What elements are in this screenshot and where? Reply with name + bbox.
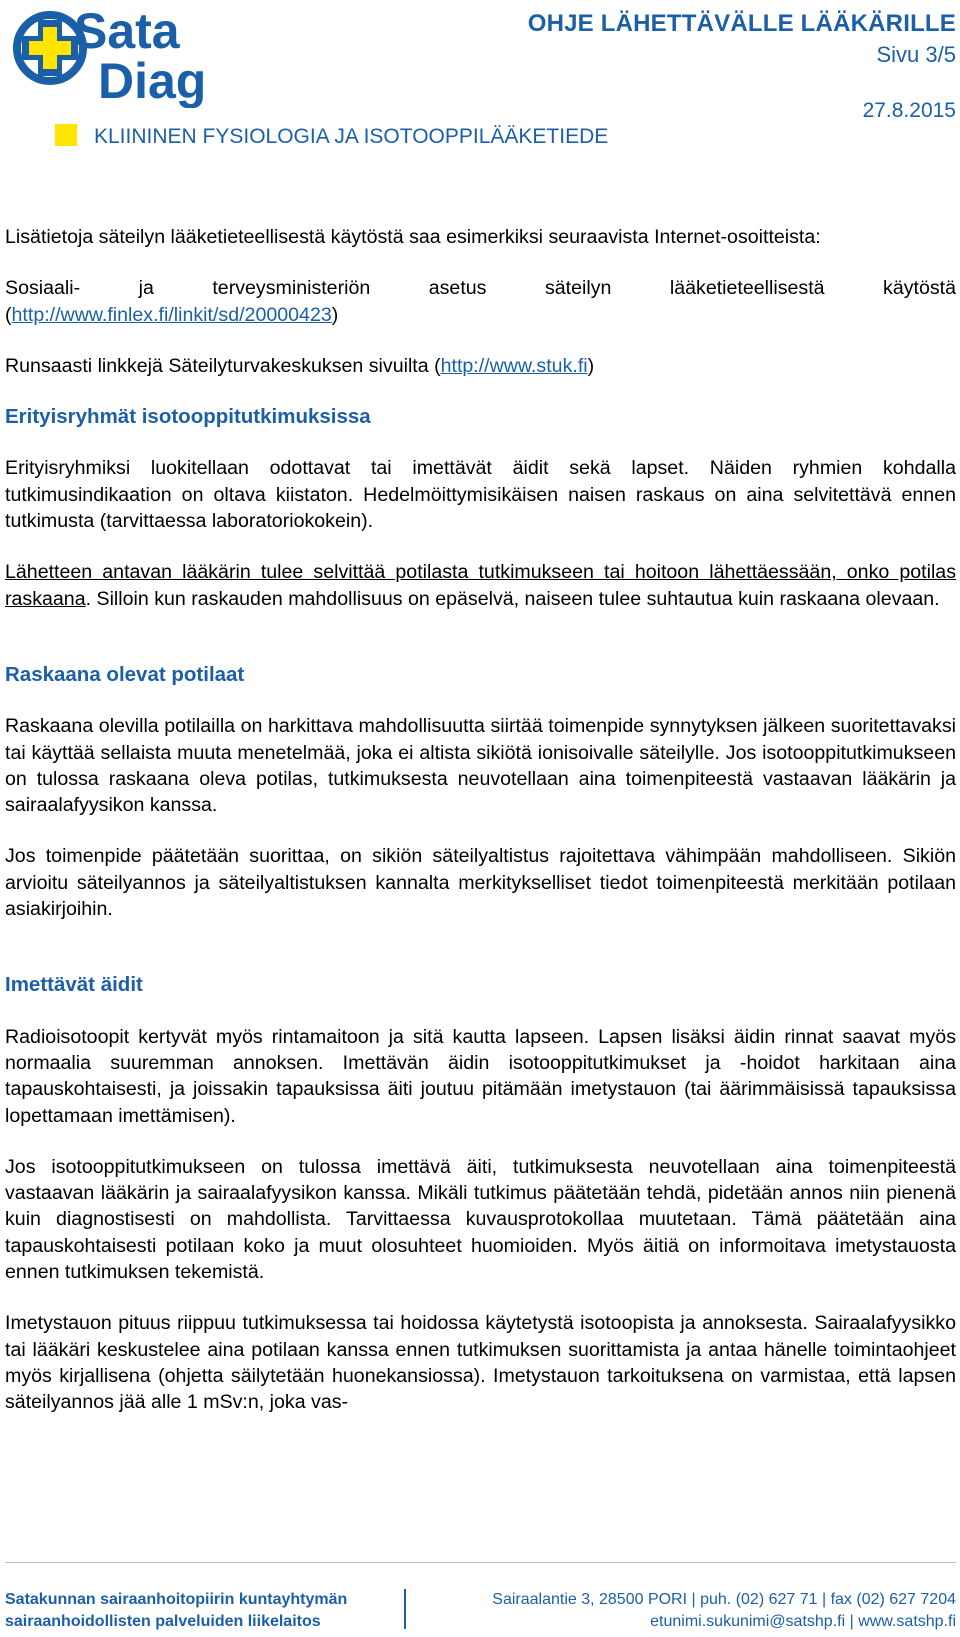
- footer-address-line: Sairaalantie 3, 28500 PORI | puh. (02) 627 71 | fax (02) 627 7204: [492, 1591, 956, 1608]
- satadiag-logo: [12, 4, 242, 108]
- section-heading-breastfeeding: Imettävät äidit: [5, 973, 143, 997]
- footer-organization: [5, 1589, 347, 1632]
- breastfeeding-paragraph-2: Jos isotooppitutkimukseen on tulossa imettävä äiti, tutkimuksesta neuvotellaan aina toimenpiteestä vastaavan lääkärin ja sairaalafyysikon kanssa. Mikäli tutkimus päätetään tehdä, pidetään annos niin pienenä kuin diagnostisesti on mahdollista. Tarvittaessa kuvausprotokollaa muutetaan. Tämä päätetään aina tapauskohtaisesti potilaan koko ja muut olosuhteet huomioiden. Myös äitiä on informoitava imetystauosta ennen tutkimuksen tekemistä.: [5, 1155, 956, 1284]
- pregnant-paragraph-2: Jos toimenpide päätetään suorittaa, on sikiön säteilyaltistus rajoitettava vähimpään mahdolliseen. Sikiön arvioitu säteilyannos ja säteilyaltistuksen kannalta merkitykselliset tiedot toimenpiteestä merkitään potilaan asiakirjoihin.: [5, 845, 956, 921]
- logo-word-top: Sata: [74, 4, 180, 59]
- footer-email-web-line: etunimi.sukunimi@satshp.fi | www.satshp.fi: [650, 1612, 956, 1630]
- department-label: KLIININEN FYSIOLOGIA JA ISOTOOPPILÄÄKETIEDE: [94, 125, 609, 148]
- yellow-square-icon: [55, 124, 77, 146]
- breastfeeding-paragraph-1: Radioisotoopit kertyvät myös rintamaitoon ja sitä kautta lapseen. Lapsen lisäksi äidin rinnat saavat myös normaalia suuremman annoksen. Imettävän äidin isotooppitutkimukset ja -hoidot harkitaan aina tapauskohtaisesti, ja joissakin tapauksissa äiti joutuu pitämään imetystauon (tai äärimmäisissä tapauksissa lopettamaan imettämisen).: [5, 1025, 956, 1127]
- footer-org-line-1: Satakunnan sairaanhoitopiirin kuntayhtymän: [5, 1591, 348, 1608]
- document-title: OHJE LÄHETTÄVÄLLE LÄÄKÄRILLE: [527, 10, 956, 37]
- finlex-link[interactable]: http://www.finlex.fi/linkit/sd/20000423: [11, 303, 332, 326]
- underlined-requirement: Lähetteen antavan lääkärin tulee selvittää potilasta tutkimukseen tai hoitoon lähettäessään, onko potilas raskaana: [5, 561, 956, 610]
- special-groups-paragraph-2-rest: . Silloin kun raskauden mahdollisuus on epäselvä, naiseen tulee suhtautua kuin raskaana olevaan.: [85, 587, 940, 610]
- special-groups-paragraph-2: [5, 559, 956, 612]
- section-heading-special-groups: Erityisryhmät isotooppitutkimuksissa: [5, 405, 371, 429]
- footer-vertical-divider: [404, 1589, 406, 1629]
- page-number: Sivu 3/5: [876, 42, 956, 67]
- link-description-finlex: Sosiaali- ja terveysministeriön asetus säteilyn lääketieteellisestä käytöstä: [5, 277, 956, 300]
- intro-paragraph: Lisätietoja säteilyn lääketieteellisestä käytöstä saa esimerkiksi seuraavista Internet-osoitteista:: [5, 226, 821, 248]
- breastfeeding-paragraph-3: Imetystauon pituus riippuu tutkimuksessa tai hoidossa käytetystä isotoopista ja annoksesta. Sairaalafyysikko tai lääkäri keskustelee aina potilaan kanssa ennen tutkimuksen suorittamista ja antaa hänelle toimintaohjeet myös kirjallisena (ohjetta säilytetään huonekansiossa). Imetystauon tarkoituksena on varmistaa, että lapsen säteilyannos jää alle 1 mSv:n, joka vas-: [5, 1312, 956, 1414]
- footer-contact: [492, 1589, 956, 1632]
- footer-divider-line: [5, 1562, 956, 1563]
- stuk-link[interactable]: http://www.stuk.fi: [440, 354, 588, 377]
- section-heading-pregnant: Raskaana olevat potilaat: [5, 662, 245, 686]
- pregnant-paragraph-1: Raskaana olevilla potilailla on harkittava mahdollisuutta siirtää toimenpide synnytyksen jälkeen suoritettavaksi tai käyttää sellaista muuta menetelmää, joka ei altista sikiötä ionisoivalle säteilylle. Jos isotooppitutkimukseen on tulossa raskaana oleva potilas, tutkimuksesta neuvotellaan aina toimenpiteestä vastaavan lääkärin ja sairaalafyysikon kanssa.: [5, 715, 956, 817]
- document-body: [5, 224, 956, 1416]
- footer-org-line-2: sairaanhoidollisten palveluiden liikelaitos: [5, 1612, 321, 1630]
- link-paragraph-stuk: Runsaasti linkkejä Säteilyturvakeskuksen sivuilta (http://www.stuk.fi): [5, 354, 595, 377]
- logo-word-bottom: Diag: [98, 53, 207, 108]
- link-paragraph-finlex: Sosiaali- ja terveysministeriön asetus säteilyn lääketieteellisestä käytöstä (http://www.finlex.fi/linkit/sd/20000423): [5, 277, 956, 326]
- link-description-stuk: Runsaasti linkkejä Säteilyturvakeskuksen sivuilta: [5, 354, 429, 377]
- special-groups-paragraph-1: Erityisryhmiksi luokitellaan odottavat tai imettävät äidit sekä lapset. Näiden ryhmien kohdalla tutkimusindikaation on oltava kiistaton. Hedelmöittymisikäisen naisen raskaus on aina selvitettävä ennen tutkimusta (tarvittaessa laboratoriokokein).: [5, 457, 956, 533]
- document-date: 27.8.2015: [862, 99, 956, 122]
